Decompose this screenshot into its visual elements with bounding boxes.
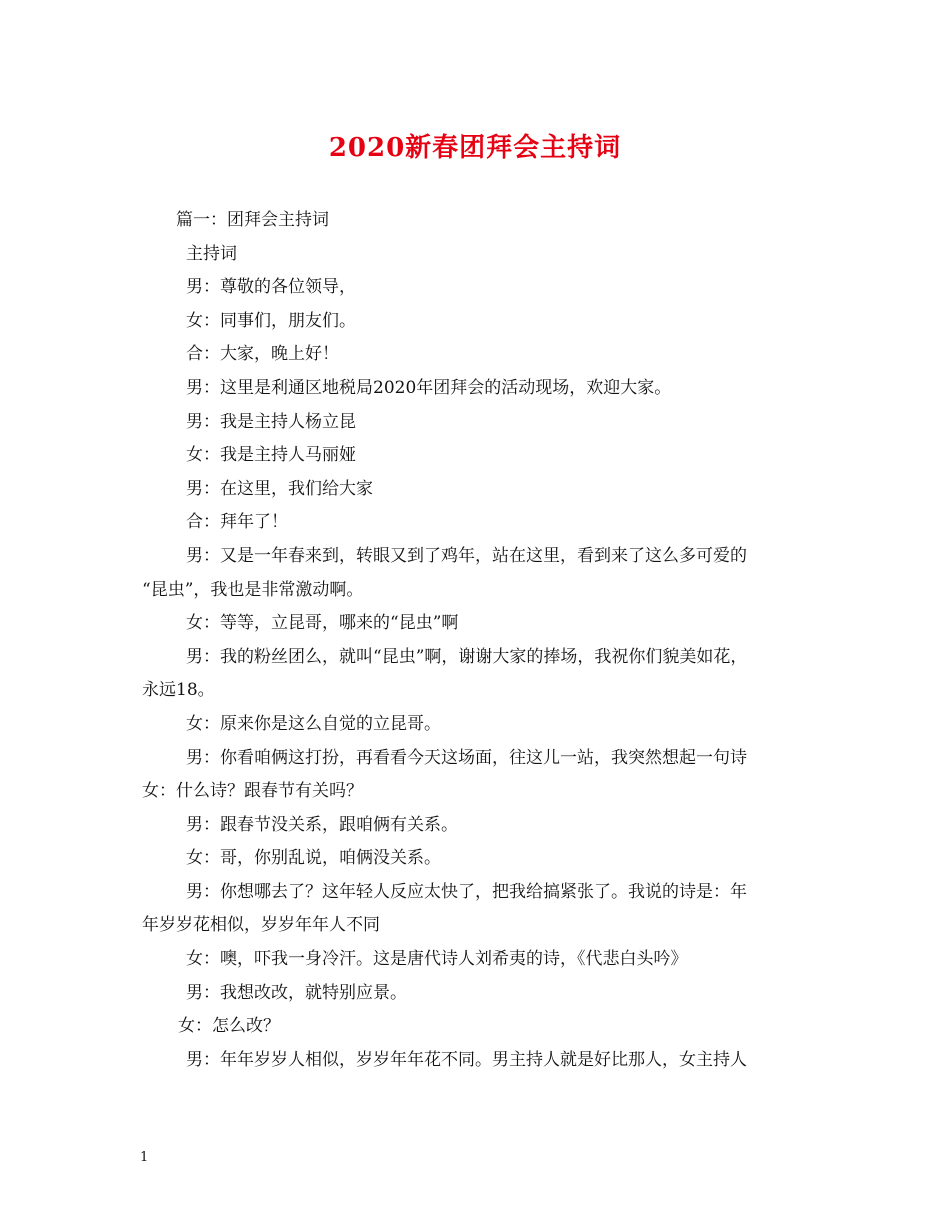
paragraph-line: 男：你想哪去了？这年轻人反应太快了，把我给搞紧张了。我说的诗是：年 [186,881,747,902]
paragraph-line: 男：跟春节没关系，跟咱俩有关系。 [186,814,458,835]
paragraph-line: 女：哥，你别乱说，咱俩没关系。 [186,848,441,869]
paragraph-line: 男：尊敬的各位领导， [186,277,356,298]
paragraph-line: 男：又是一年春来到，转眼又到了鸡年，站在这里，看到来了这么多可爱的 [186,545,747,566]
paragraph-line: 主持词 [186,243,237,264]
paragraph-line: 女：什么诗？跟春节有关吗？ [142,781,363,802]
paragraph-line: 男：这里是利通区地税局2020年团拜会的活动现场，欢迎大家。 [186,377,672,398]
paragraph-line: 合：拜年了！ [186,512,288,533]
section-heading: 篇一：团拜会主持词 [176,210,329,230]
paragraph-line: 男：我想改改，就特别应景。 [186,982,407,1003]
document-body [142,204,822,1077]
page-number: 1 [140,1150,149,1165]
paragraph-line: 女：原来你是这么自觉的立昆哥。 [186,713,441,734]
paragraph-line: 女：我是主持人马丽娅 [186,445,356,466]
paragraph-line: 男：在这里，我们给大家 [186,478,373,499]
paragraph-line: 男：我是主持人杨立昆 [186,411,356,432]
paragraph-line: 男：你看咱俩这打扮，再看看今天这场面，往这儿一站，我突然想起一句诗 [186,747,747,768]
paragraph-line: 永远18。 [142,680,215,701]
paragraph-line: 男：年年岁岁人相似，岁岁年年花不同。男主持人就是好比那人，女主持人 [186,1049,747,1070]
paragraph-line: 合：大家，晚上好！ [186,344,339,365]
paragraph-line: 女：等等，立昆哥，哪来的“昆虫”啊 [186,613,459,634]
paragraph-line: 女：怎么改？ [178,1016,280,1037]
paragraph-line: 女：噢，吓我一身冷汗。这是唐代诗人刘希夷的诗，《代悲白头吟》 [186,949,688,970]
paragraph-line: 女：同事们，朋友们。 [186,310,356,331]
paragraph-line: “昆虫”，我也是非常激动啊。 [142,579,364,600]
document-title: 2020新春团拜会主持词 [328,133,622,163]
paragraph-line: 男：我的粉丝团么，就叫“昆虫”啊，谢谢大家的捧场，我祝你们貌美如花， [186,646,748,667]
paragraph-line: 年岁岁花相似，岁岁年年人不同 [142,915,380,936]
